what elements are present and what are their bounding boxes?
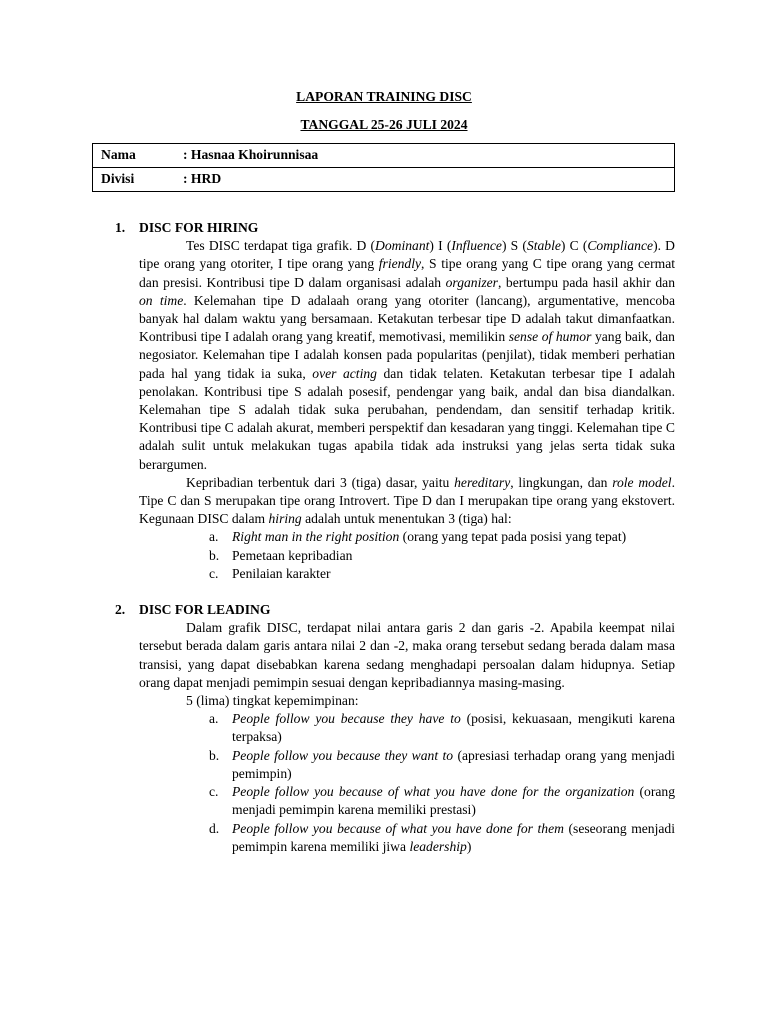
document-date: TANGGAL 25-26 JULI 2024 [300, 117, 468, 132]
division-row [93, 168, 675, 192]
list-item: c. Penilaian karakter [209, 565, 331, 581]
section-2-list [139, 710, 675, 856]
section-2-number: 2. [115, 602, 126, 618]
identity-table [92, 143, 675, 192]
division-value: : HRD [183, 170, 222, 186]
list-item: a. People follow you because they have to (posisi, kekuasaan, mengikuti karena terpaksa) [209, 711, 675, 745]
section-2-heading [115, 601, 675, 619]
document-body [115, 219, 676, 856]
document-title: LAPORAN TRAINING DISC [296, 89, 472, 104]
list-item: b. People follow you because they want to (apresiasi terhadap orang yang menjadi pemimpin) [209, 747, 675, 781]
section-1-paragraph-1: Tes DISC terdapat tiga grafik. D (Dominant) I (Influence) S (Stable) C (Compliance). D tipe orang yang otoriter, I tipe orang yang friendly, S tipe orang yang C tipe orang yang cermat dan presisi. Kontribusi tipe D dalam organisasi adalah organizer, bertumpu pada hasil akhir dan on time. Kelemahan tipe D adalaah orang yang otoriter (lancang), argumentative, mencoba banyak hal dalam waktu yang bersamaan. Ketakutan terbesar tipe D adalah takut dimanfaatkan. Kontribusi tipe I adalah orang yang kreatif, memotivasi, memilikin sense of humor yang baik, dan negosiator. Kelemahan tipe I adalah konsen pada popularitas (penjilat), tidak memberi perhatian pada hal yang tidak ia suka, over acting dan tidak telaten. Ketakutan terbesar tipe I adalah penolakan. Kontribusi tipe S adalah posesif, pendengar yang baik, andal dan bisa diandalkan. Kelemahan tipe S adalah tidak suka perubahan, pendendam, dan sensitif terhadap kritik. Kontribusi tipe C adalah akurat, memberi perspektif dan kesadaran yang tinggi. Kelemahan tipe C adalah sulit untuk melakukan tugas apabila tidak ada instruksi yang jelas serta tidak suka berargumen. [139, 238, 676, 472]
list-item: b. Pemetaan kepribadian [209, 547, 353, 563]
section-1-number: 1. [115, 220, 126, 235]
name-label: Nama [101, 146, 136, 162]
section-2-title: DISC FOR LEADING [139, 602, 271, 618]
section-1-heading [115, 219, 675, 237]
name-value: : Hasnaa Khoirunnisaa [183, 146, 319, 162]
section-1-list [139, 528, 675, 583]
list-item: a. Right man in the right position (orang yang tepat pada posisi yang tepat) [209, 529, 627, 545]
section-2-paragraph-2: 5 (lima) tingkat kepemimpinan: [186, 693, 359, 709]
list-item: c. People follow you because of what you have done for the organization (orang menjadi pemimpin karena memiliki prestasi) [209, 784, 675, 818]
division-label: Divisi [101, 170, 135, 186]
name-row [93, 144, 675, 168]
section-1-title: DISC FOR HIRING [139, 220, 259, 235]
section-1-paragraph-2: Kepribadian terbentuk dari 3 (tiga) dasar, yaitu hereditary, lingkungan, dan role model. Tipe C dan S merupakan tipe orang Introvert. Tipe D dan I merupakan tipe orang yang ekstovert. Kegunaan DISC dalam hiring adalah untuk menentukan 3 (tiga) hal: [139, 474, 675, 527]
list-item: d. People follow you because of what you have done for them (seseorang menjadi pemimpin karena memiliki jiwa leadership) [209, 820, 675, 854]
section-2-paragraph-1: Dalam grafik DISC, terdapat nilai antara garis 2 dan garis -2. Apabila keempat nilai tersebut berada dalam garis antara nilai 2 dan -2, maka orang tersebut sedang berada dalam masa transisi, yang dapat disebabkan karena sedang menghadapi persoalan dalam hidupnya. Setiap orang dapat menjadi pemimpin sesuai dengan kepribadiannya masing-masing. [139, 620, 675, 690]
